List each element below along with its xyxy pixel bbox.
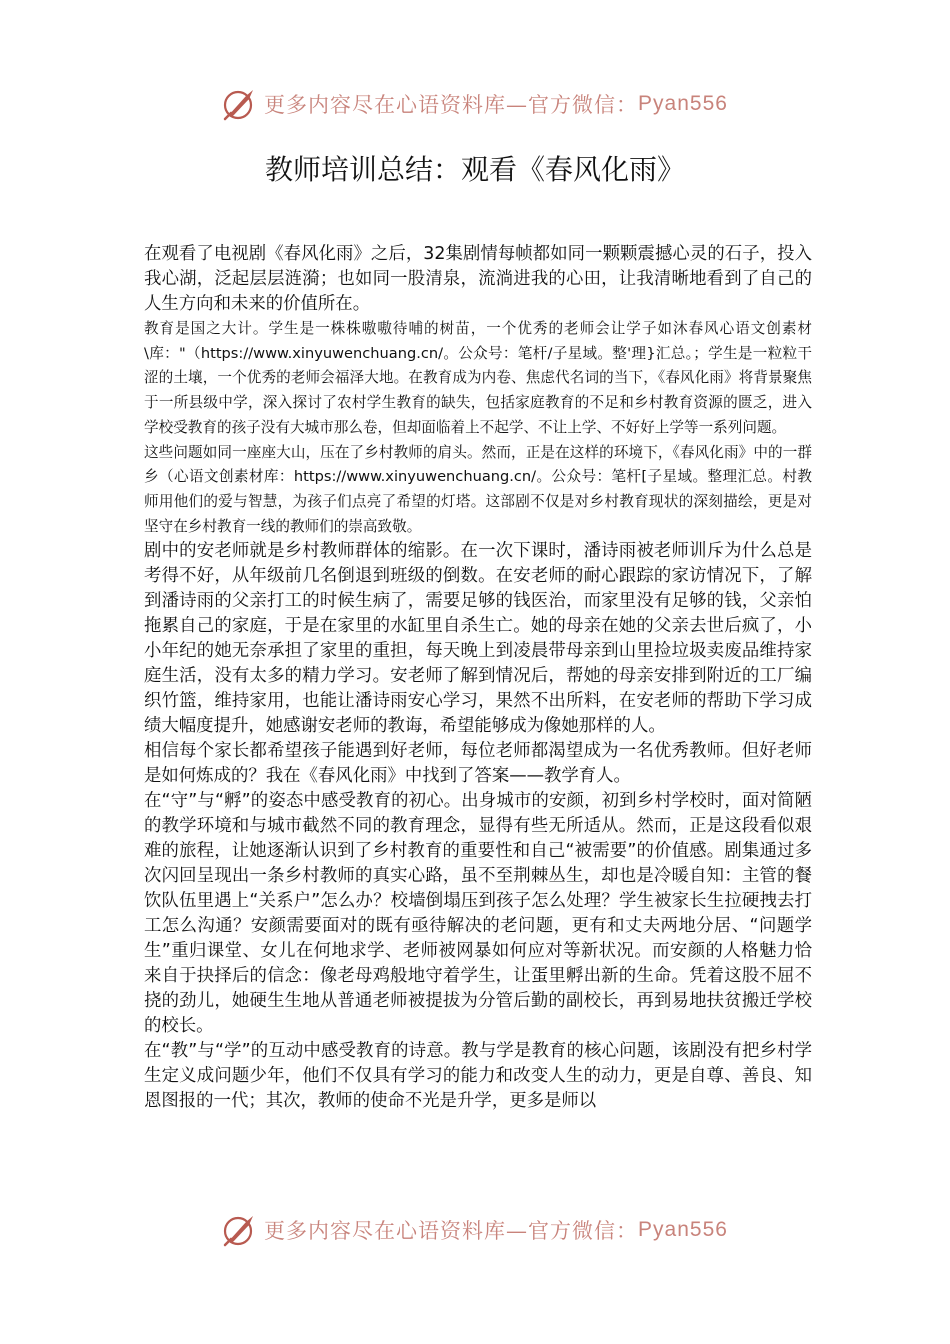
banner-handle: Pyan556 [638, 1218, 728, 1241]
paragraph-7: 在“教”与“学”的互动中感受教育的诗意。教与学是教育的核心问题，该剧没有把乡村学生定义成问题少年，他们不仅具有学习的能力和改变人生的动力，更是自尊、善良、知恩图报的一代；其次，教师的使命不光是升学，更多是师以 [144, 1041, 812, 1112]
footer-banner [0, 1210, 950, 1250]
paragraph-1: 在观看了电视剧《春风化雨》之后，32集剧情每帧都如同一颗颗震撼心灵的石子，投入我心湖，泛起层层涟漪；也如同一股清泉，流淌进我的心田，让我清晰地看到了自己的人生方向和未来的价值所在。 [144, 244, 812, 314]
paragraph-2: 教育是国之大计。学生是一株株嗷嗷待哺的树苗，一个优秀的老师会让学子如沐春风心语文创素材\库："（https://www.xinyuwenchuang.cn/。公众号：笔杆/子星域。整'理}汇总。；学生是一粒粒干涩的土壤，一个优秀的老师会福泽大地。在教育成为内卷、焦虑代名词的当下，《春风化雨》将背景聚焦于一所县级中学，深入探讨了农村学生教育的缺失，包括家庭教育的不足和乡村教育资源的匮乏，进入学校受教育的孩子没有大城市那么卷，但却面临着上不起学、不让上学、不好好上学等一系列问题。 [144, 320, 812, 436]
paragraph-5: 相信每个家长都希望孩子能遇到好老师，每位老师都渴望成为一名优秀教师。但好老师是如何炼成的？我在《春风化雨》中找到了答案——教学育人。 [144, 741, 812, 787]
header-banner [0, 84, 950, 124]
pen-nib-logo-icon [222, 86, 258, 122]
banner-text: 更多内容尽在心语资料库—官方微信： [264, 93, 639, 117]
banner-text: 更多内容尽在心语资料库—官方微信： [264, 1219, 639, 1243]
document-body [144, 242, 812, 1114]
paragraph-6: 在“守”与“孵”的姿态中感受教育的初心。出身城市的安颜，初到乡村学校时，面对简陋的教学环境和与城市截然不同的教育理念，显得有些无所适从。然而，正是这段看似艰难的旅程，让她逐渐认识到了乡村教育的重要性和自己“被需要”的价值感。剧集通过多次闪回呈现出一条乡村教师的真实心路，虽不至荆棘丛生，却也是冷暖自知：主管的餐饮队伍里遇上“关系户”怎么办？校墙倒塌压到孩子怎么处理？学生被家长生拉硬拽去打工怎么沟通？安颜需要面对的既有亟待解决的老问题，更有和丈夫两地分居、“问题学生”重归课堂、女儿在何地求学、老师被网暴如何应对等新状况。而安颜的人格魅力恰来自于抉择后的信念：像老母鸡般地守着学生，让蛋里孵出新的生命。凭着这股不屈不挠的劲儿，她硬生生地从普通老师被提拔为分管后勤的副校长，再到易地扶贫搬迁学校的校长。 [144, 791, 812, 1037]
banner-handle: Pyan556 [638, 92, 728, 115]
paragraph-3: 这些问题如同一座座大山，压在了乡村教师的肩头。然而，正是在这样的环境下，《春风化雨》中的一群乡（心语文创素材库：https://www.xinyuwenchuang.cn/。公众号：笔杆[子星域。整理汇总。村教师用他们的爱与智慧，为孩子们点亮了希望的灯塔。这部剧不仅是对乡村教育现状的深刻描绘，更是对坚守在乡村教育一线的教师们的崇高致敬。 [144, 443, 812, 535]
pen-nib-logo-icon [222, 1212, 258, 1248]
paragraph-4: 剧中的安老师就是乡村教师群体的缩影。在一次下课时，潘诗雨被老师训斥为什么总是考得不好，从年级前几名倒退到班级的倒数。在安老师的耐心跟踪的家访情况下，了解到潘诗雨的父亲打工的时候生病了，需要足够的钱医治，而家里没有足够的钱，父亲怕拖累自己的家庭，于是在家里的水缸里自杀生亡。她的母亲在她的父亲去世后疯了，小小年纪的她无奈承担了家里的重担，每天晚上到凌晨带母亲到山里捡垃圾卖废品维持家庭生活，没有太多的精力学习。安老师了解到情况后，帮她的母亲安排到附近的工厂编织竹篮，维持家用，也能让潘诗雨安心学习，果然不出所料，在安老师的帮助下学习成绩大幅度提升，她感谢安老师的教诲，希望能够成为像她那样的人。 [144, 541, 812, 737]
page-title: 教师培训总结：观看《春风化雨》 [264, 153, 685, 186]
